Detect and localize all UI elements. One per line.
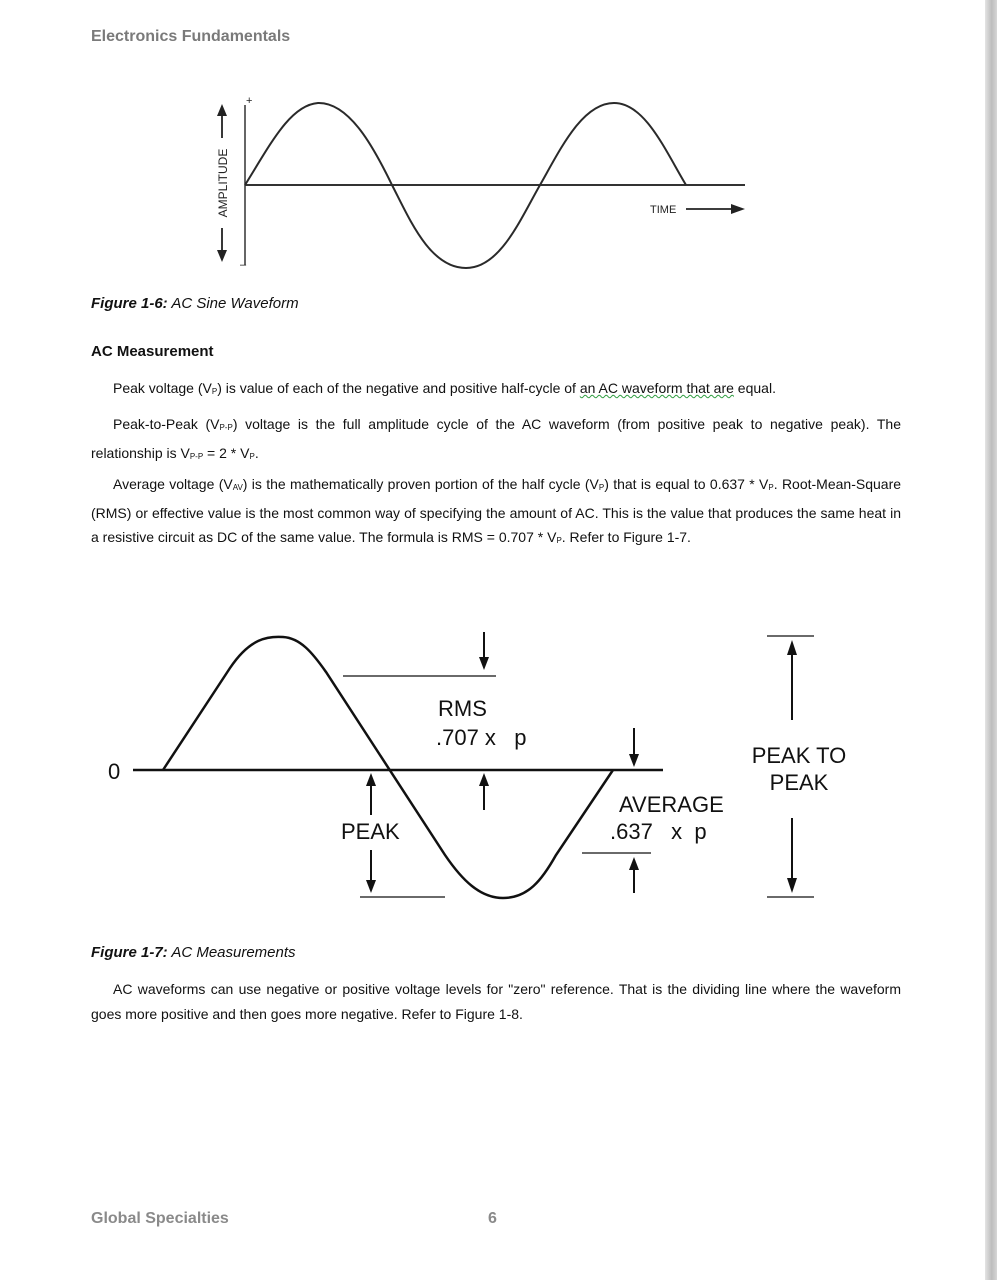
- average-value: .637 x p: [610, 819, 707, 844]
- rms-arrow-down: [479, 657, 489, 670]
- page-number: 6: [488, 1210, 497, 1227]
- peak-label: PEAK: [341, 819, 400, 844]
- caption-number: Figure 1-6:: [91, 295, 168, 312]
- figure-caption-1-7: [91, 944, 296, 961]
- amplitude-arrow-down: [217, 250, 227, 262]
- window-edge: [985, 0, 997, 1280]
- zero-label: 0: [108, 759, 121, 784]
- paragraph-peak-voltage: Peak voltage $(V_P)$ is value of each of the negative and positive half-cycle of an AC waveform that are equal.: [113, 380, 776, 396]
- caption-number: Figure 1-7:: [91, 944, 168, 961]
- ptp-arrow-down: [787, 878, 797, 893]
- plus-sign: +: [246, 95, 253, 107]
- amplitude-arrow-up: [217, 104, 227, 116]
- running-header: Electronics Fundamentals: [91, 28, 291, 45]
- peak-arrow-down: [366, 880, 376, 893]
- paragraph-zero-reference: AC waveforms can use negative or positive voltage levels for "zero" reference. That is the dividing line where the waveform goes more positive and then goes more negative. Refer to Figure 1-8.: [91, 981, 901, 1022]
- ptp-label-line1: PEAK TO: [751, 743, 847, 768]
- average-arrow-down: [629, 754, 639, 767]
- ptp-label-line2: PEAK: [769, 770, 829, 795]
- caption-text: AC Measurements: [171, 944, 296, 961]
- paragraph-peak-to-peak: Peak-to-Peak $(V_{P-P})$ voltage is the full amplitude cycle of the AC waveform (from positive peak to negative peak). The relationship is $V_{P-P} = 2 * V_P$.: [91, 416, 901, 461]
- time-arrow-head: [731, 204, 745, 214]
- figure-ac-measurements: [0, 600, 985, 920]
- paragraph-average-rms: Average voltage $(V_{AV})$ is the mathematically proven portion of the half cycle $(V_P)$ that is equal to $0.637 * V_P$. Root-Mean-Square (RMS) or effective value is the most common way of specifying the amount of AC. This is the value that produces the same heat in a resistive circuit as DC of the same value. The formula is RMS = $0.707 * V_P$. Refer to Figure 1-7.: [91, 476, 902, 545]
- minus-sign: –: [240, 259, 247, 271]
- figure-sine-waveform: [0, 0, 985, 300]
- peak-arrow-up: [366, 773, 376, 786]
- rms-label: RMS: [438, 696, 487, 721]
- grammar-squiggle: an AC waveform that are: [579, 380, 734, 396]
- caption-text: AC Sine Waveform: [171, 295, 299, 312]
- footer-company: Global Specialties: [91, 1210, 229, 1227]
- section-heading: AC Measurement: [91, 343, 214, 360]
- rms-value: .707 x p: [436, 725, 527, 750]
- figure-caption-1-6: [91, 295, 299, 312]
- average-label: AVERAGE: [619, 792, 724, 817]
- amplitude-label: AMPLITUDE: [216, 148, 230, 218]
- rms-arrow-up: [479, 773, 489, 786]
- time-label: TIME: [650, 204, 677, 216]
